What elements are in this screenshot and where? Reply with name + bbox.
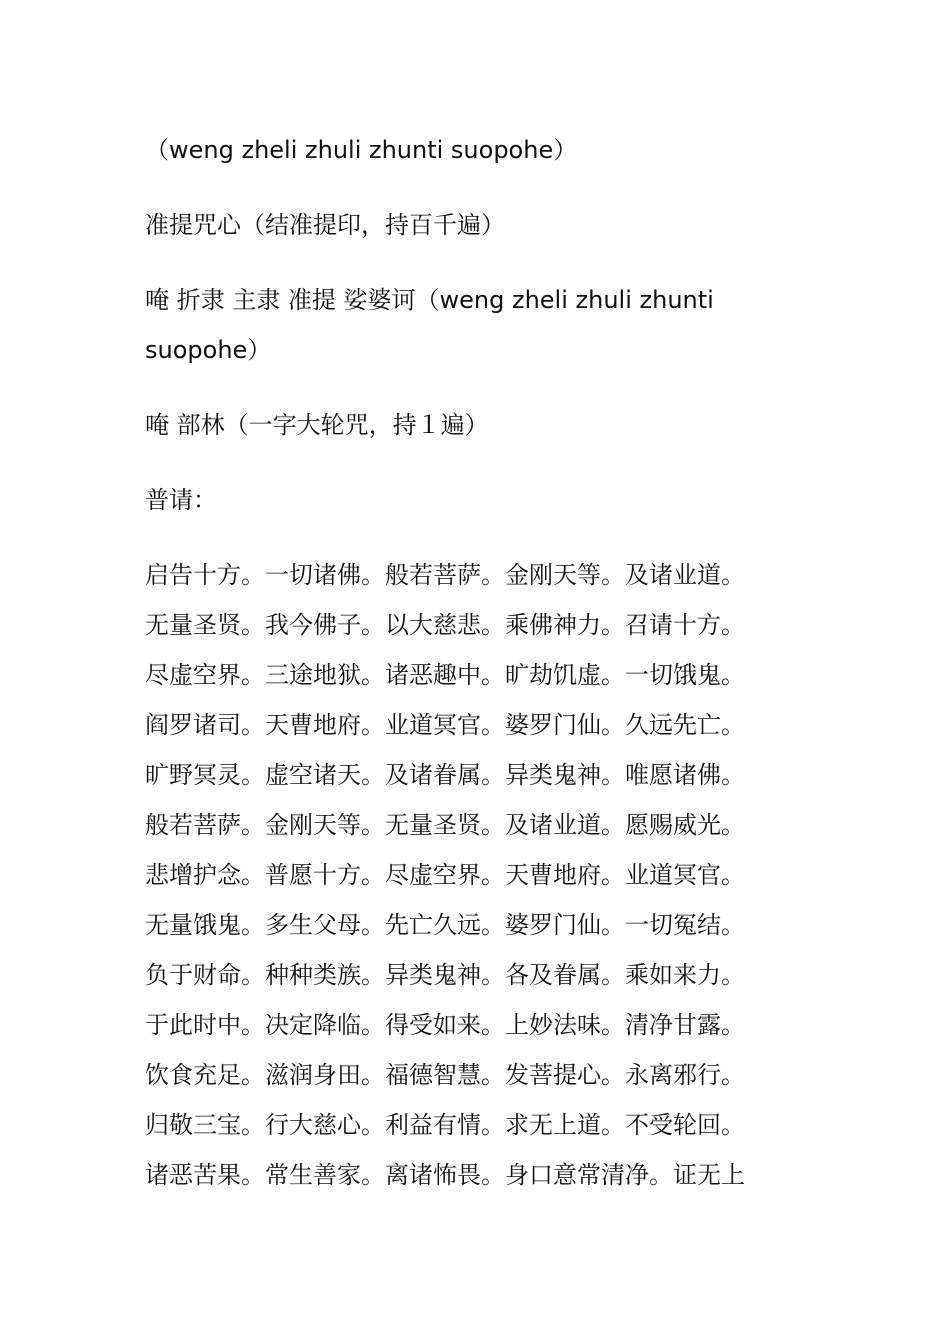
text-line: 尽虚空界。三途地狱。诸恶趣中。旷劫饥虚。一切饿鬼。 (145, 661, 745, 689)
text-line: 般若菩萨。金刚天等。无量圣贤。及诸业道。愿赐威光。 (145, 811, 745, 839)
text-line: 于此时中。决定降临。得受如来。上妙法味。清净甘露。 (145, 1011, 745, 1039)
paragraph-text: 普请： (145, 486, 217, 514)
mantra-transliteration (145, 125, 805, 175)
paragraph-text: 唵 部林（一字大轮咒，持１遍） (145, 411, 489, 439)
section-heading (145, 200, 805, 250)
paragraph-text: （weng zheli zhuli zhunti suopohe） (145, 136, 578, 164)
text-line: 启告十方。一切诸佛。般若菩萨。金刚天等。及诸业道。 (145, 561, 745, 589)
text-line: 悲增护念。普愿十方。尽虚空界。天曹地府。业道冥官。 (145, 861, 745, 889)
text-line: 阎罗诸司。天曹地府。业道冥官。婆罗门仙。久远先亡。 (145, 711, 745, 739)
text-line: 负于财命。种种类族。异类鬼神。各及眷属。乘如来力。 (145, 961, 745, 989)
text-line: 归敬三宝。行大慈心。利益有情。求无上道。不受轮回。 (145, 1111, 745, 1139)
section-heading (145, 475, 805, 525)
text-line: 无量饿鬼。多生父母。先亡久远。婆罗门仙。一切冤结。 (145, 911, 745, 939)
text-line: 诸恶苦果。常生善家。离诸怖畏。身口意常清净。证无上 (145, 1161, 745, 1189)
text-line: 无量圣贤。我今佛子。以大慈悲。乘佛神力。召请十方。 (145, 611, 745, 639)
paragraph-text: 准提咒心（结准提印，持百千遍） (145, 211, 505, 239)
mantra-paragraph (145, 400, 805, 450)
paragraph-line: 唵 折隶 主隶 准提 娑婆诃（weng zheli zhuli zhunti (145, 286, 714, 314)
paragraph-line: suopohe） (145, 336, 272, 364)
invocation-text (145, 550, 805, 1200)
text-line: 饮食充足。滋润身田。福德智慧。发菩提心。永离邪行。 (145, 1061, 745, 1089)
text-line: 旷野冥灵。虚空诸天。及诸眷属。异类鬼神。唯愿诸佛。 (145, 761, 745, 789)
mantra-paragraph (145, 275, 805, 375)
